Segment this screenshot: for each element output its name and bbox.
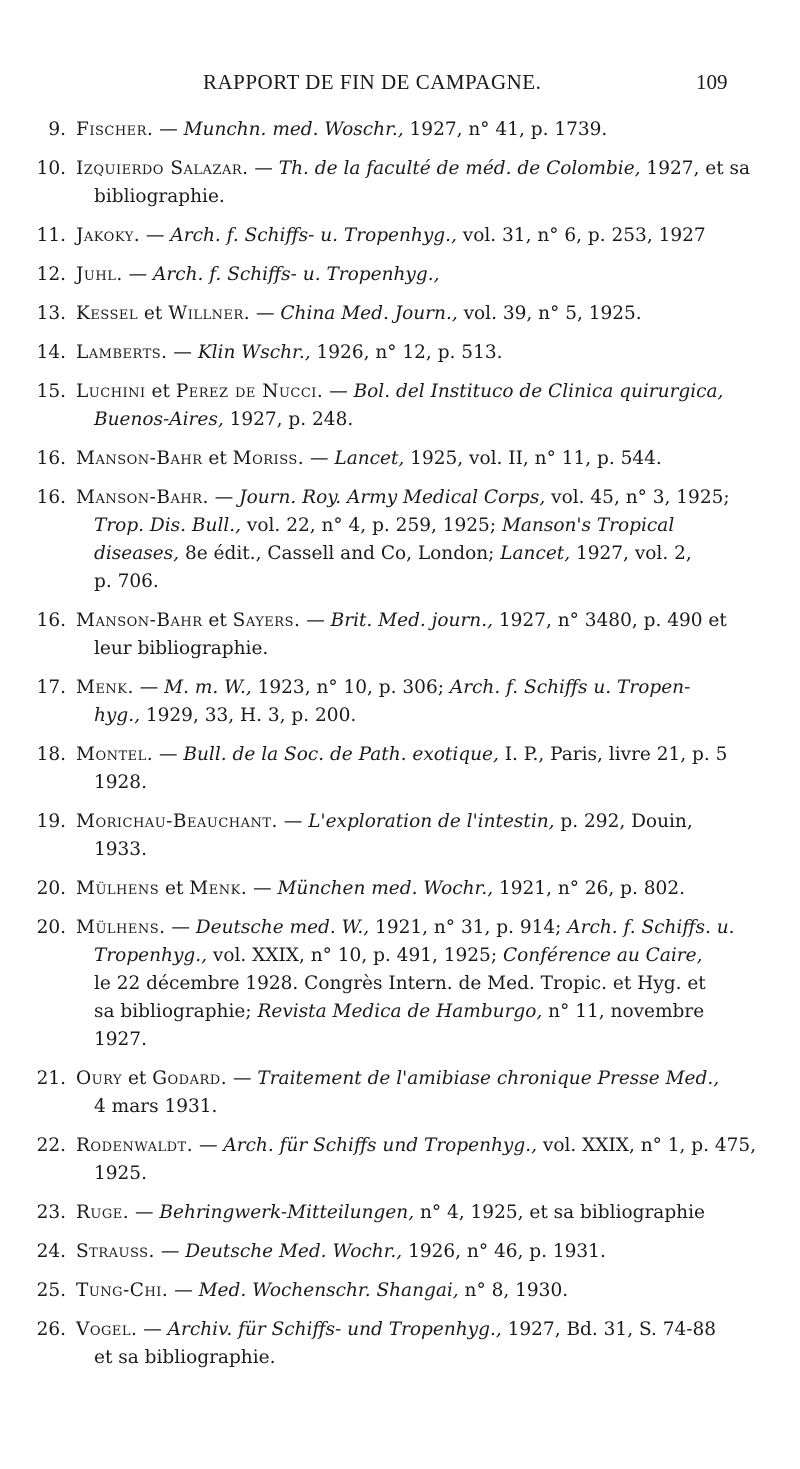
citation-text: — — [140, 225, 171, 246]
reference-line — [76, 702, 768, 730]
source-title: Arch. f. Schiffs- u. Tropenhyg., — [170, 225, 457, 246]
reference-line — [76, 998, 768, 1026]
source-title: Arch. f. Schiffs. u. — [567, 917, 735, 938]
author-name: Sayers. — [232, 610, 301, 631]
author-name: Morichau-Beauchant. — [76, 811, 278, 832]
reference-line — [76, 674, 768, 702]
citation-text: 1925. — [94, 1163, 147, 1184]
source-title: Manson's Tropical — [501, 515, 675, 536]
reference-item — [0, 222, 800, 250]
citation-text: 1927, n° 3480, p. 490 et — [492, 610, 727, 631]
reference-item — [0, 1316, 800, 1372]
author-name: Izquierdo Salazar. — [76, 158, 249, 179]
author-name: Tung-Chi. — [76, 1280, 169, 1301]
reference-line — [76, 512, 768, 540]
citation-text: — — [248, 158, 279, 179]
reference-item — [0, 445, 800, 473]
author-name: Ruge. — [76, 1202, 130, 1223]
reference-item — [0, 300, 800, 328]
reference-number: 16. — [36, 487, 66, 508]
reference-text — [76, 914, 768, 1054]
citation-text: — — [137, 1319, 168, 1340]
reference-line — [76, 222, 768, 250]
author-name: Manson-Bahr — [76, 448, 203, 469]
reference-line — [76, 300, 768, 328]
citation-text: — — [165, 917, 196, 938]
reference-item — [0, 378, 800, 434]
page-number: 109 — [696, 70, 728, 94]
citation-text: et — [122, 1068, 153, 1089]
reference-number: 13. — [36, 303, 66, 324]
citation-text: I. P., Paris, livre 21, p. 5 — [498, 744, 728, 765]
citation-text: — — [133, 677, 165, 698]
citation-text: 1925, vol. II, n° 11, p. 544. — [404, 448, 662, 469]
reference-number: 9. — [48, 119, 66, 140]
citation-text: vol. 31, n° 6, p. 253, 1927 — [456, 225, 706, 246]
author-name: Kessel — [76, 303, 139, 324]
reference-item — [0, 875, 800, 903]
reference-line — [76, 942, 768, 970]
reference-text — [76, 1277, 768, 1305]
source-title: Lancet, — [334, 448, 405, 469]
citation-text: 8e édit., Cassell and Co, London; — [179, 543, 501, 564]
reference-text — [76, 1238, 768, 1266]
citation-text: 4 mars 1931. — [94, 1096, 218, 1117]
reference-line — [76, 1238, 768, 1266]
citation-text: — — [323, 381, 354, 402]
citation-text: sa bibliographie; — [94, 1001, 258, 1022]
source-title: Journ. Roy. Army Medical Corps, — [239, 487, 546, 508]
reference-number: 12. — [36, 264, 66, 285]
source-title: Tropenhyg., — [94, 945, 207, 966]
author-name: Perez de Nucci. — [175, 381, 324, 402]
citation-text: — — [208, 487, 240, 508]
source-title: Trop. Dis. Bull., — [94, 515, 242, 536]
running-title: RAPPORT DE FIN DE CAMPAGNE. — [203, 70, 542, 94]
source-title: Klin Wschr., — [197, 342, 311, 363]
citation-text: et — [202, 448, 233, 469]
source-title: L'exploration de l'intestin, — [308, 811, 555, 832]
citation-text: et — [138, 303, 169, 324]
source-title: Revista Medica de Hamburgo, — [257, 1001, 543, 1022]
reference-item — [0, 155, 800, 211]
citation-text: vol. XXIX, n° 1, p. 475, — [536, 1135, 757, 1156]
author-name: Mülhens. — [76, 917, 166, 938]
reference-item — [0, 674, 800, 730]
source-title: Brit. Med. journ., — [330, 610, 493, 631]
author-name: Menk. — [189, 878, 248, 899]
citation-text: — — [304, 448, 335, 469]
reference-line — [76, 155, 768, 183]
source-title: Arch. für Schiffs und Tropenhyg., — [223, 1135, 537, 1156]
reference-line — [76, 836, 768, 864]
author-name: Willner. — [168, 303, 251, 324]
reference-text — [76, 674, 768, 730]
source-title: Traitement de l'amibiase chronique Presse Med., — [257, 1068, 720, 1089]
author-name: Jakoky. — [76, 225, 141, 246]
reference-number: 10. — [36, 158, 66, 179]
citation-text: 1926, n° 46, p. 1931. — [402, 1241, 606, 1262]
citation-text: — — [300, 610, 331, 631]
citation-text: et sa bibliographie. — [94, 1347, 276, 1368]
reference-number: 15. — [36, 381, 66, 402]
reference-line — [76, 261, 768, 289]
reference-line — [76, 339, 768, 367]
citation-text: et — [202, 610, 233, 631]
author-name: Manson-Bahr. — [76, 487, 209, 508]
reference-item — [0, 1065, 800, 1121]
reference-item — [0, 116, 800, 144]
citation-text: 1933. — [94, 839, 147, 860]
reference-item — [0, 741, 800, 797]
citation-text: — — [122, 264, 153, 285]
author-name: Fischer. — [76, 119, 154, 140]
reference-item — [0, 914, 800, 1054]
reference-number: 19. — [36, 811, 66, 832]
reference-line — [76, 1132, 768, 1160]
citation-text: — — [153, 744, 184, 765]
source-title: Behringwerk-Mitteilungen, — [159, 1202, 415, 1223]
reference-text — [76, 155, 768, 211]
source-title: Archiv. für Schiffs- und Tropenhyg., — [167, 1319, 502, 1340]
citation-text: p. 706. — [94, 571, 159, 592]
reference-text — [76, 1065, 768, 1121]
source-title: München med. Wochr., — [277, 878, 494, 899]
reference-text — [76, 261, 768, 289]
author-name: Mülhens — [76, 878, 160, 899]
source-title: M. m. W., — [164, 677, 252, 698]
citation-text: vol. 22, n° 4, p. 259, 1925; — [241, 515, 502, 536]
reference-text — [76, 1316, 768, 1372]
reference-line — [76, 769, 768, 797]
reference-text — [76, 378, 768, 434]
citation-text: et — [145, 381, 176, 402]
source-title: hyg., — [94, 705, 140, 726]
source-title: diseases, — [94, 543, 180, 564]
source-title: Buenos-Aires, — [94, 409, 224, 430]
reference-line — [76, 914, 768, 942]
reference-number: 20. — [36, 917, 66, 938]
citation-text: — — [247, 878, 278, 899]
citation-text: n° 8, 1930. — [458, 1280, 569, 1301]
reference-number: 24. — [36, 1241, 66, 1262]
reference-line — [76, 808, 768, 836]
reference-line — [76, 1344, 768, 1372]
reference-number: 16. — [36, 610, 66, 631]
reference-item — [0, 1238, 800, 1266]
reference-text — [76, 1199, 768, 1227]
citation-text: 1923, n° 10, p. 306; — [251, 677, 450, 698]
author-name: Strauss. — [76, 1241, 155, 1262]
reference-number: 26. — [36, 1319, 66, 1340]
reference-line — [76, 116, 768, 144]
reference-number: 17. — [36, 677, 66, 698]
source-title: Deutsche med. W., — [195, 917, 370, 938]
reference-line — [76, 1093, 768, 1121]
reference-text — [76, 875, 768, 903]
reference-line — [76, 406, 768, 434]
source-title: Arch. f. Schiffs- u. Tropenhyg., — [153, 264, 440, 285]
citation-text: 1927, n° 41, p. 1739. — [403, 119, 608, 140]
citation-text: — — [167, 342, 198, 363]
reference-item — [0, 808, 800, 864]
author-name: Luchini — [76, 381, 146, 402]
citation-text: 1921, n° 26, p. 802. — [493, 878, 685, 899]
citation-text: 1927, vol. 2, — [570, 543, 692, 564]
citation-text: le 22 décembre 1928. Congrès Intern. de Med. Tropic. et Hyg. et — [94, 973, 706, 994]
author-name: Godard. — [152, 1068, 228, 1089]
reference-line — [76, 741, 768, 769]
reference-text — [76, 741, 768, 797]
citation-text: 1926, n° 12, p. 513. — [310, 342, 503, 363]
citation-text: vol. 39, n° 5, 1925. — [457, 303, 642, 324]
reference-item — [0, 1277, 800, 1305]
citation-text: et — [159, 878, 190, 899]
reference-item — [0, 1132, 800, 1188]
reference-line — [76, 875, 768, 903]
source-title: Arch. f. Schiffs u. Tropen- — [449, 677, 691, 698]
citation-text: — — [193, 1135, 224, 1156]
source-title: China Med. Journ., — [280, 303, 458, 324]
source-title: Conférence au Caire, — [502, 945, 703, 966]
reference-number: 23. — [36, 1202, 66, 1223]
reference-text — [76, 1132, 768, 1188]
source-title: Munchn. med. Woschr., — [183, 119, 404, 140]
reference-text — [76, 445, 768, 473]
citation-text: 1928. — [94, 772, 147, 793]
citation-text: — — [227, 1068, 258, 1089]
reference-number: 21. — [36, 1068, 66, 1089]
reference-line — [76, 568, 768, 596]
reference-text — [76, 222, 768, 250]
author-name: Moriss. — [232, 448, 305, 469]
author-name: Manson-Bahr — [76, 610, 203, 631]
source-title: Bull. de la Soc. de Path. exotique, — [183, 744, 499, 765]
citation-text: vol. XXIX, n° 10, p. 491, 1925; — [207, 945, 503, 966]
reference-line — [76, 635, 768, 663]
page-header — [0, 70, 800, 100]
author-name: Oury — [76, 1068, 123, 1089]
reference-item — [0, 607, 800, 663]
citation-text: — — [168, 1280, 199, 1301]
reference-line — [76, 1316, 768, 1344]
reference-number: 25. — [36, 1280, 66, 1301]
reference-line — [76, 1065, 768, 1093]
author-name: Rodenwaldt. — [76, 1135, 194, 1156]
citation-text: — — [250, 303, 281, 324]
author-name: Juhl. — [76, 264, 123, 285]
reference-line — [76, 1199, 768, 1227]
reference-number: 18. — [36, 744, 66, 765]
citation-text: — — [153, 119, 184, 140]
reference-line — [76, 607, 768, 635]
citation-text: leur bibliographie. — [94, 638, 269, 659]
reference-item — [0, 339, 800, 367]
reference-line — [76, 1277, 768, 1305]
author-name: Menk. — [76, 677, 134, 698]
author-name: Vogel. — [76, 1319, 138, 1340]
citation-text: 1921, n° 31, p. 914; — [369, 917, 568, 938]
reference-line — [76, 445, 768, 473]
source-title: Bol. del Instituco de Clinica quirurgica, — [353, 381, 724, 402]
reference-line — [76, 970, 768, 998]
reference-number: 14. — [36, 342, 66, 363]
reference-text — [76, 116, 768, 144]
source-title: Med. Wochenschr. Shangai, — [198, 1280, 459, 1301]
reference-number: 22. — [36, 1135, 66, 1156]
reference-text — [76, 300, 768, 328]
reference-number: 16. — [36, 448, 66, 469]
source-title: Deutsche Med. Wochr., — [185, 1241, 403, 1262]
reference-number: 20. — [36, 878, 66, 899]
reference-line — [76, 183, 768, 211]
reference-number: 11. — [36, 225, 66, 246]
citation-text: p. 292, Douin, — [554, 811, 693, 832]
reference-line — [76, 1026, 768, 1054]
citation-text: — — [277, 811, 309, 832]
citation-text: vol. 45, n° 3, 1925; — [545, 487, 730, 508]
citation-text: bibliographie. — [94, 186, 225, 207]
reference-item — [0, 484, 800, 596]
source-title: Lancet, — [500, 543, 571, 564]
reference-text — [76, 607, 768, 663]
citation-text: 1927, et sa — [640, 158, 751, 179]
reference-line — [76, 540, 768, 568]
reference-text — [76, 484, 768, 596]
citation-text: — — [154, 1241, 186, 1262]
reference-item — [0, 1199, 800, 1227]
reference-line — [76, 378, 768, 406]
reference-item — [0, 261, 800, 289]
reference-list — [0, 116, 800, 1383]
citation-text: 1927, Bd. 31, S. 74-88 — [501, 1319, 717, 1340]
citation-text: 1927. — [94, 1029, 147, 1050]
citation-text: 1929, 33, H. 3, p. 200. — [139, 705, 357, 726]
source-title: Th. de la faculté de méd. de Colombie, — [278, 158, 641, 179]
citation-text: — — [129, 1202, 160, 1223]
author-name: Montel. — [76, 744, 154, 765]
reference-text — [76, 339, 768, 367]
reference-line — [76, 484, 768, 512]
citation-text: n° 11, novembre — [542, 1001, 705, 1022]
reference-text — [76, 808, 768, 864]
citation-text: 1927, p. 248. — [223, 409, 354, 430]
reference-line — [76, 1160, 768, 1188]
citation-text: n° 4, 1925, et sa bibliographie — [414, 1202, 705, 1223]
author-name: Lamberts. — [76, 342, 168, 363]
